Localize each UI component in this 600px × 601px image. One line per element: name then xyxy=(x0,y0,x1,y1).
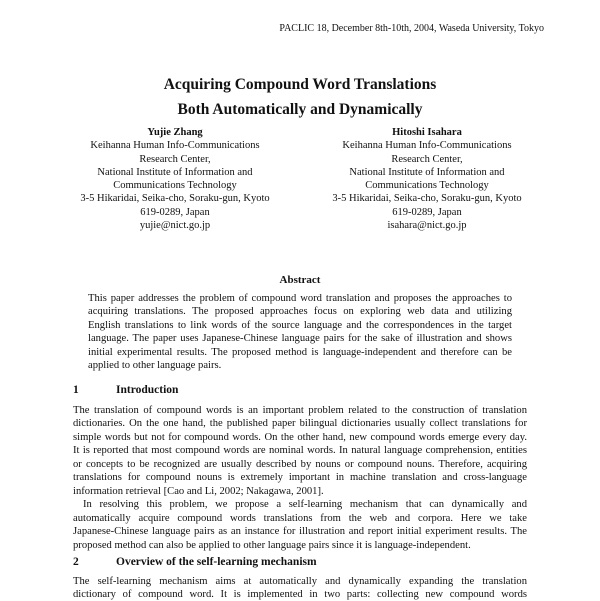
text-line: This paper addresses the problem of compound word translation and proposes the approaches to xyxy=(88,293,512,304)
text-line: automatically acquire compound words translations from the web and corpora. Here we take xyxy=(73,512,527,524)
author-affiliation-line: 3-5 Hikaridai, Seika-cho, Soraku-gun, Kyoto xyxy=(80,193,270,205)
author-affiliation-line: yujie@nict.go.jp xyxy=(139,220,211,232)
text-line: It is reported that most compound words are nominal words. In natural language comprehension, entities xyxy=(73,445,527,457)
author-affiliation-line: Research Center, xyxy=(391,153,463,165)
section-1-heading xyxy=(73,384,178,396)
text-line: applied to other language pairs. xyxy=(88,360,222,372)
author-affiliation-line: 3-5 Hikaridai, Seika-cho, Soraku-gun, Kyoto xyxy=(332,193,522,205)
section-title: Introduction xyxy=(116,384,179,396)
section-number: 2 xyxy=(73,556,79,568)
author-affiliation-line: Keihanna Human Info-Communications xyxy=(90,140,260,152)
text-line: information retrieval [Cao and Li, 2002; Nakagawa, 2001]. xyxy=(73,485,324,497)
text-line: In resolving this problem, we propose a self-learning mechanism that can dynamically and xyxy=(83,499,527,511)
author-affiliation-line: National Institute of Information and xyxy=(349,166,505,178)
text-line: Japanese-Chinese language pairs as an instance for illustration and report initial experiment results. The xyxy=(73,526,527,538)
section-number: 1 xyxy=(73,384,79,396)
text-line: translations for compound nouns is extremely important in machine translation and cross-language xyxy=(73,472,527,484)
text-line: The translation of compound words is an important problem related to the construction of translation xyxy=(73,405,527,416)
paper-title-line-1: Acquiring Compound Word Translations xyxy=(163,76,437,93)
text-line: initial experimental results. The proposed method is language-independent and therefore can be xyxy=(88,346,512,358)
section-2-heading xyxy=(73,556,317,568)
author-affiliation-line: 619-0289, Japan xyxy=(140,206,210,218)
author-affiliation-line: Communications Technology xyxy=(113,180,237,192)
text-line: simple words but not for compound words. On the other hand, new compound words emerge every day. xyxy=(73,431,527,443)
author-affiliation-line: 619-0289, Japan xyxy=(392,206,462,218)
section-title: Overview of the self-learning mechanism xyxy=(116,556,317,568)
text-line: English translations to link words of the source language and the correspondences in the target xyxy=(88,319,512,331)
author-name: Yujie Zhang xyxy=(147,127,203,138)
author-block-1 xyxy=(45,126,305,232)
abstract-heading: Abstract xyxy=(279,274,321,286)
text-line: dictionaries. On the one hand, the published paper bilingual dictionaries usually collect translations for xyxy=(73,418,527,430)
author-affiliation-line: Research Center, xyxy=(139,153,211,165)
author-affiliation-line: isahara@nict.go.jp xyxy=(387,220,467,232)
author-name: Hitoshi Isahara xyxy=(392,127,462,138)
paper-title-line-2: Both Automatically and Dynamically xyxy=(177,101,423,118)
text-line: dictionary of compound word. It is implemented in two parts: collecting new compound words xyxy=(73,589,527,601)
author-affiliation-line: National Institute of Information and xyxy=(97,166,253,178)
text-line: proposed method can also be applied to other language pairs since it is language-independent. xyxy=(73,539,471,551)
text-line: The self-learning mechanism aims at automatically and dynamically expanding the translation xyxy=(73,576,527,587)
author-affiliation-line: Communications Technology xyxy=(365,180,489,192)
author-affiliation-line: Keihanna Human Info-Communications xyxy=(342,140,512,152)
author-block-2 xyxy=(297,126,557,232)
text-line: or concepts to be recognized are usually described by nouns or compound nouns. Therefore, acquiring xyxy=(73,458,527,470)
text-line: acquiring translations. The proposed approaches focus on exploring web data and utilizing xyxy=(88,306,512,318)
text-line: language. The paper uses Japanese-Chinese language pairs for the sake of illustration and shows xyxy=(88,333,512,345)
running-header: PACLIC 18, December 8th-10th, 2004, Waseda University, Tokyo xyxy=(279,23,544,34)
